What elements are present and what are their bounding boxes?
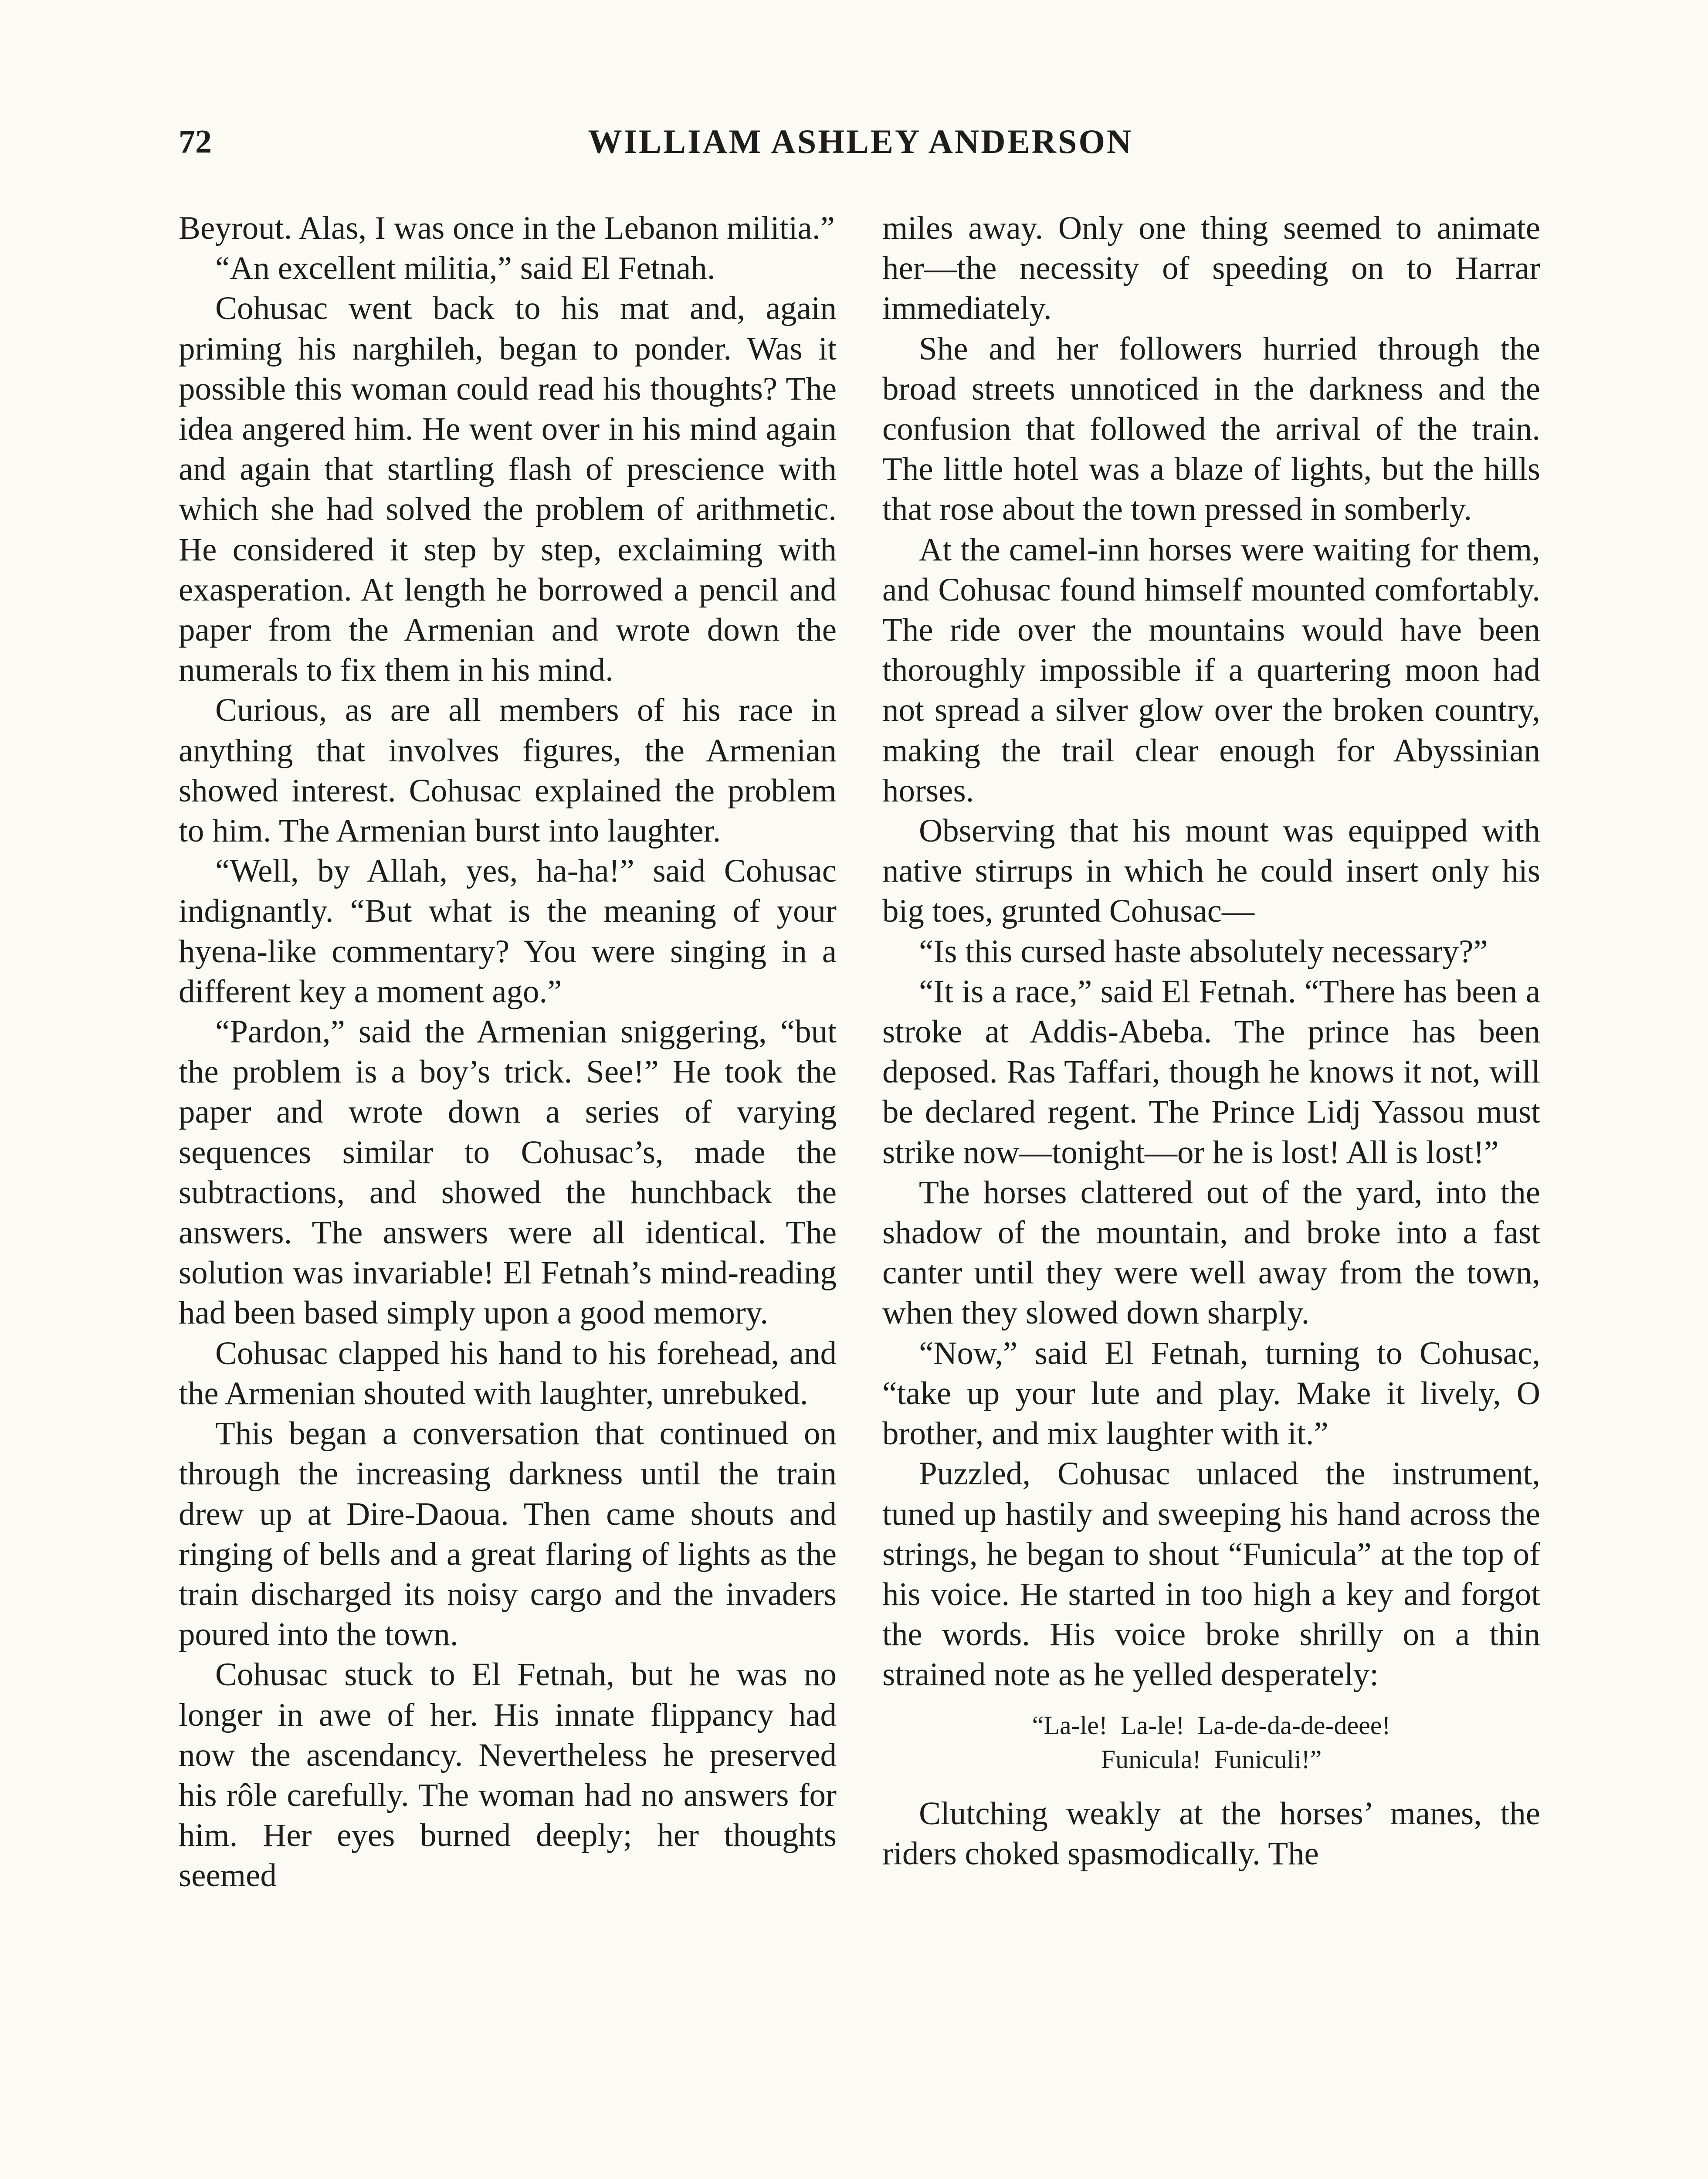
paragraph: She and her followers hurried through the broad streets unnoticed in the darkness and the confusion that followed the arrival of the train. The little hotel was a blaze of lights, but the hills that rose about the town pressed in somberly.: [882, 330, 1540, 528]
song-line: “La-le! La-le! La-de-da-de-deee!: [1032, 1711, 1391, 1740]
paragraph: The horses clattered out of the yard, into the shadow of the mountain, and broke into a fast canter until they were well away from the town, when they slowed down sharply.: [882, 1174, 1540, 1331]
paragraph: Cohusac stuck to El Fetnah, but he was no longer in awe of her. His innate flippancy had now the ascendancy. Nevertheless he preserved his rôle carefully. The woman had no answers for him. Her eyes burned deeply; her thoughts seemed: [179, 1656, 837, 1894]
paragraph: “Pardon,” said the Armenian sniggering, “but the problem is a boy’s trick. See!” He took the paper and wrote down a series of varying sequences similar to Cohusac’s, made the subtractions, and showed the hunchback the answers. The answers were all identical. The solution was invariable! El Fetnah’s mind-reading had been based simply upon a good memory.: [179, 1014, 837, 1331]
paragraph: At the camel-inn horses were waiting for them, and Cohusac found himself mounted comfortably. The ride over the mountains would have been thoroughly impossible if a quartering moon had not spread a silver glow over the broken country, making the trail clear enough for Abyssinian horses.: [882, 531, 1540, 809]
paragraph: “An excellent militia,” said El Fetnah.: [215, 250, 715, 287]
paragraph: Cohusac clapped his hand to his forehead, and the Armenian shouted with laughter, unrebuked.: [179, 1335, 837, 1412]
song-lyrics: [882, 1708, 1540, 1776]
paragraph: Puzzled, Cohusac unlaced the instrument, tuned up hastily and sweeping his hand across the strings, he began to shout “Funicula” at the top of his voice. He started in too high a key and forgot the words. His voice broke shrilly on a thin strained note as he yelled desperately:: [882, 1456, 1540, 1693]
paragraph: “It is a race,” said El Fetnah. “There has been a stroke at Addis-Abeba. The prince has been deposed. Ras Taffari, though he knows it not, will be declared regent. The Prince Lidj Yassou must strike now—tonight—or he is lost! All is lost!”: [882, 973, 1540, 1171]
paragraph: Clutching weakly at the horses’ manes, the riders choked spasmodically. The: [882, 1795, 1540, 1872]
paragraph: Curious, as are all members of his race in anything that involves figures, the Armenian showed interest. Cohusac explained the problem to him. The Armenian burst into laughter.: [179, 692, 837, 849]
song-line: Funicula! Funiculi!”: [1101, 1745, 1322, 1774]
left-column: [179, 208, 837, 1896]
paragraph: miles away. Only one thing seemed to animate her—the necessity of speeding on to Harrar immediately.: [882, 210, 1540, 327]
running-head: WILLIAM ASHLEY ANDERSON: [588, 122, 1133, 160]
paragraph: This began a conversation that continued on through the increasing darkness until the train drew up at Dire-Daoua. Then came shouts and ringing of bells and a great flaring of lights as the train discharged its noisy cargo and the invaders poured into the town.: [179, 1415, 837, 1653]
page-number: 72: [179, 123, 212, 160]
right-column: [882, 208, 1540, 1874]
paragraph: “Is this cursed haste absolutely necessary?”: [919, 933, 1488, 970]
paragraph: Beyrout. Alas, I was once in the Lebanon militia.”: [179, 210, 835, 246]
page-header: [179, 120, 1542, 172]
paragraph: Observing that his mount was equipped with native stirrups in which he could insert only his big toes, grunted Cohusac—: [882, 813, 1540, 930]
paragraph: “Well, by Allah, yes, ha-ha!” said Cohusac indignantly. “But what is the meaning of your hyena-like commentary? You were singing in a different key a moment ago.”: [179, 853, 837, 1010]
paragraph: Cohusac went back to his mat and, again priming his narghileh, began to ponder. Was it possible this woman could read his thoughts? The idea angered him. He went over in his mind again and again that startling flash of prescience with which she had solved the problem of arithmetic. He considered it step by step, exclaiming with exasperation. At length he borrowed a pencil and paper from the Armenian and wrote down the numerals to fix them in his mind.: [179, 290, 837, 689]
paragraph: “Now,” said El Fetnah, turning to Cohusac, “take up your lute and play. Make it lively, O brother, and mix laughter with it.”: [882, 1335, 1540, 1452]
